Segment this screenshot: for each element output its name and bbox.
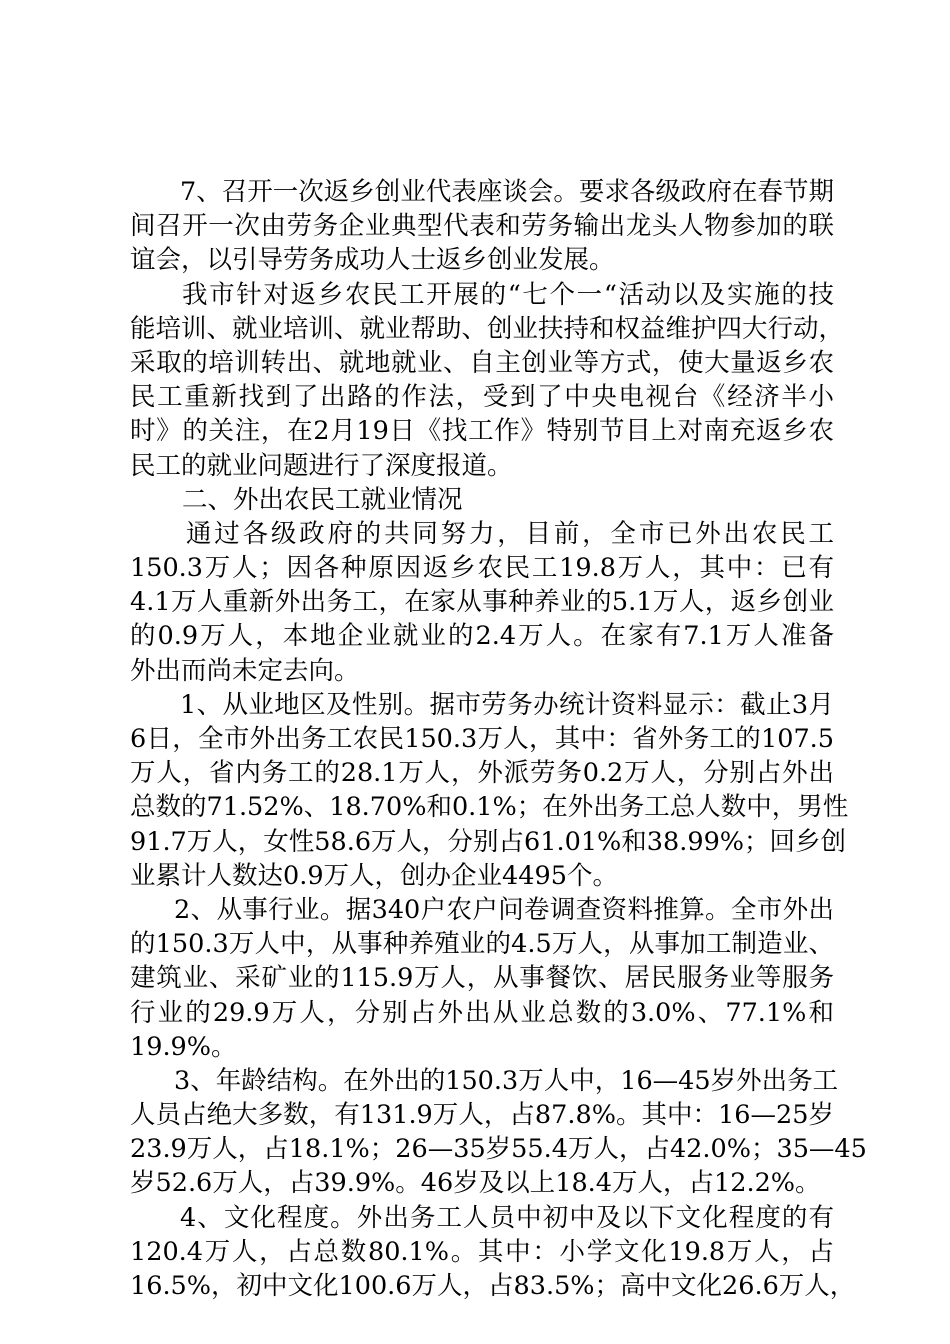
text-line: 业累计人数达0.9万人，创办企业4495个。 bbox=[130, 860, 618, 891]
text-line: 二、外出农民工就业情况 bbox=[182, 484, 463, 515]
text-line: 4、文化程度。外出务工人员中初中及以下文化程度的有 bbox=[180, 1202, 834, 1233]
text-line: 建筑业、采矿业的115.9万人，从事餐饮、居民服务业等服务 bbox=[130, 963, 834, 994]
text-line: 3、年龄结构。在外出的150.3万人中，16—45岁外出务工 bbox=[174, 1065, 839, 1096]
text-line: 2、从事行业。据340户农户问卷调查资料推算。全市外出 bbox=[174, 894, 834, 925]
text-line: 19.9%。 bbox=[130, 1031, 237, 1062]
text-line: 人员占绝大多数，有131.9万人，占87.8%。其中：16—25岁 bbox=[130, 1100, 834, 1131]
text-line: 我市针对返乡农民工开展的“七个一“活动以及实施的技 bbox=[182, 279, 834, 310]
text-line: 岁52.6万人，占39.9%。46岁及以上18.4万人，占12.2%。 bbox=[130, 1168, 821, 1199]
paragraph bbox=[130, 688, 849, 893]
text-line: 能培训、就业培训、就业帮助、创业扶持和权益维护四大行动， bbox=[130, 313, 845, 344]
paragraph bbox=[130, 1201, 856, 1304]
text-line: 6日，全市外出务工农民150.3万人，其中：省外务工的107.5 bbox=[130, 724, 834, 754]
text-line: 万人，省内务工的28.1万人，外派劳务0.2万人，分别占外出 bbox=[130, 758, 834, 789]
text-line: 120.4万人，占总数80.1%。其中：小学文化19.8万人，占 bbox=[130, 1236, 834, 1267]
text-line: 7、召开一次返乡创业代表座谈会。要求各级政府在春节期 bbox=[180, 177, 834, 207]
paragraph bbox=[130, 517, 834, 688]
text-line: 150.3万人；因各种原因返乡农民工19.8万人，其中：已有 bbox=[130, 553, 834, 584]
text-line: 外出而尚未定去向。 bbox=[130, 655, 360, 686]
text-line: 采取的培训转出、就地就业、自主创业等方式，使大量返乡农 bbox=[130, 347, 834, 378]
text-line: 的150.3万人中，从事种养殖业的4.5万人，从事加工制造业、 bbox=[130, 929, 834, 960]
document-body bbox=[130, 175, 867, 1303]
text-line: 时》的关注，在2月19日《找工作》特别节目上对南充返乡农 bbox=[130, 416, 834, 447]
text-line: 总数的71.52%、18.70%和0.1%；在外出务工总人数中，男性 bbox=[130, 792, 849, 823]
text-line: 谊会，以引导劳务成功人士返乡创业发展。 bbox=[130, 245, 615, 276]
paragraph bbox=[130, 483, 834, 517]
text-line: 91.7万人，女性58.6万人，分别占61.01%和38.99%；回乡创 bbox=[130, 826, 847, 857]
text-line: 通过各级政府的共同努力，目前，全市已外出农民工 bbox=[186, 518, 834, 549]
text-line: 民工的就业问题进行了深度报道。 bbox=[130, 450, 513, 481]
paragraph bbox=[130, 278, 845, 483]
text-line: 23.9万人，占18.1%；26—35岁55.4万人，占42.0%；35—45 bbox=[130, 1134, 867, 1165]
text-line: 16.5%，初中文化100.6万人，占83.5%；高中文化26.6万人， bbox=[130, 1271, 856, 1301]
paragraph bbox=[130, 893, 834, 1064]
text-line: 4.1万人重新外出务工，在家从事种养业的5.1万人，返乡创业 bbox=[130, 587, 834, 618]
text-line: 间召开一次由劳务企业典型代表和劳务输出龙头人物参加的联 bbox=[130, 211, 834, 242]
text-line: 民工重新找到了出路的作法，受到了中央电视台《经济半小 bbox=[130, 382, 834, 413]
paragraph bbox=[130, 175, 834, 278]
paragraph bbox=[130, 1064, 867, 1201]
text-line: 行业的29.9万人，分别占外出从业总数的3.0%、77.1%和 bbox=[130, 997, 834, 1028]
text-line: 的0.9万人，本地企业就业的2.4万人。在家有7.1万人准备 bbox=[130, 621, 834, 652]
text-line: 1、从业地区及性别。据市劳务办统计资料显示：截止3月 bbox=[180, 689, 834, 720]
